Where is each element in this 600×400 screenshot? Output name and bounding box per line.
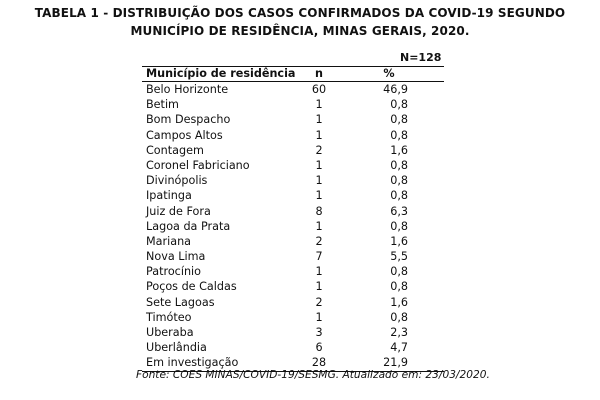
n-cell: 3 — [315, 326, 323, 339]
n-cell: 2 — [315, 234, 323, 248]
table-row — [142, 82, 444, 97]
table-row — [142, 325, 444, 340]
percent-cell: 6,3 — [390, 204, 408, 218]
municipio-cell: Timóteo — [146, 310, 192, 324]
municipio-cell: Mariana — [146, 234, 192, 248]
municipio-cell: Divinópolis — [146, 174, 208, 188]
table-title-line-2: MUNICÍPIO DE RESIDÊNCIA, MINAS GERAIS, 2020. — [130, 24, 470, 38]
table-row — [142, 264, 444, 279]
table-row — [142, 310, 444, 325]
percent-cell: 46,9 — [383, 83, 408, 96]
sample-size-label: N=128 — [400, 51, 442, 64]
percent-cell: 0,8 — [390, 265, 408, 279]
percent-cell: 0,8 — [390, 219, 408, 233]
table-row — [142, 204, 444, 219]
n-cell: 1 — [315, 310, 323, 324]
n-cell: 60 — [311, 83, 327, 96]
table-row — [142, 173, 444, 188]
n-cell: 1 — [315, 189, 323, 203]
source-note: Fonte: COES MINAS/COVID-19/SESMG. Atualizado em: 23/03/2020. — [136, 369, 490, 381]
n-cell: 1 — [315, 280, 323, 294]
table-header-row — [142, 66, 444, 82]
municipio-cell: Bom Despacho — [146, 113, 231, 127]
table-row — [142, 234, 444, 249]
n-cell: 1 — [315, 219, 323, 233]
percent-cell: 0,8 — [390, 310, 408, 324]
percent-cell: 0,8 — [390, 98, 408, 112]
municipio-cell: Em investigação — [146, 356, 239, 370]
n-cell: 8 — [315, 204, 323, 218]
n-cell: 2 — [315, 143, 323, 157]
header-municipio: Município de residência — [146, 67, 296, 80]
percent-cell: 0,8 — [390, 189, 408, 203]
table-row — [142, 112, 444, 127]
table-row — [142, 158, 444, 173]
table-row — [142, 249, 444, 264]
n-cell: 28 — [311, 356, 327, 370]
municipio-cell: Sete Lagoas — [146, 295, 215, 309]
percent-cell: 1,6 — [390, 295, 408, 309]
percent-cell: 5,5 — [390, 250, 408, 264]
table-title — [0, 4, 600, 40]
n-cell: 6 — [315, 341, 323, 355]
percent-cell: 4,7 — [390, 341, 408, 355]
percent-cell: 1,6 — [390, 143, 408, 157]
percent-cell: 0,8 — [390, 174, 408, 188]
table-title-line-1: TABELA 1 - DISTRIBUIÇÃO DOS CASOS CONFIRMADOS DA COVID-19 SEGUNDO — [34, 6, 566, 20]
municipio-cell: Betim — [146, 98, 179, 112]
municipio-cell: Patrocínio — [146, 265, 201, 279]
percent-cell: 0,8 — [390, 280, 408, 294]
table-row — [142, 279, 444, 294]
municipio-cell: Uberlândia — [146, 341, 207, 355]
n-cell: 7 — [315, 250, 323, 264]
municipio-cell: Ipatinga — [146, 189, 192, 203]
municipio-cell: Poços de Caldas — [146, 280, 237, 294]
table-row — [142, 188, 444, 203]
table-row — [142, 143, 444, 158]
percent-cell: 0,8 — [390, 128, 408, 142]
table-row — [142, 340, 444, 355]
municipio-cell: Nova Lima — [146, 250, 206, 264]
table-row — [142, 295, 444, 310]
n-cell: 2 — [315, 295, 323, 309]
percent-cell: 0,8 — [390, 158, 408, 172]
percent-cell: 1,6 — [390, 234, 408, 248]
n-cell: 1 — [315, 158, 323, 172]
municipio-cell: Juiz de Fora — [146, 204, 211, 218]
n-cell: 1 — [315, 128, 323, 142]
municipio-cell: Coronel Fabriciano — [146, 158, 250, 172]
n-cell: 1 — [315, 98, 323, 112]
municipio-cell: Campos Altos — [146, 128, 223, 142]
municipio-cell: Contagem — [146, 143, 204, 157]
n-cell: 1 — [315, 113, 323, 127]
percent-cell: 2,3 — [390, 326, 408, 339]
municipio-cell: Uberaba — [146, 326, 194, 339]
n-cell: 1 — [315, 174, 323, 188]
header-percent: % — [383, 67, 395, 80]
table-body — [142, 82, 444, 372]
municipio-cell: Belo Horizonte — [146, 83, 229, 96]
table-row — [142, 128, 444, 143]
table-row — [142, 219, 444, 234]
percent-cell: 21,9 — [383, 356, 408, 370]
municipio-cell: Lagoa da Prata — [146, 219, 231, 233]
header-n: n — [315, 67, 323, 80]
n-cell: 1 — [315, 265, 323, 279]
percent-cell: 0,8 — [390, 113, 408, 127]
cases-table — [142, 66, 444, 372]
table-row — [142, 97, 444, 112]
